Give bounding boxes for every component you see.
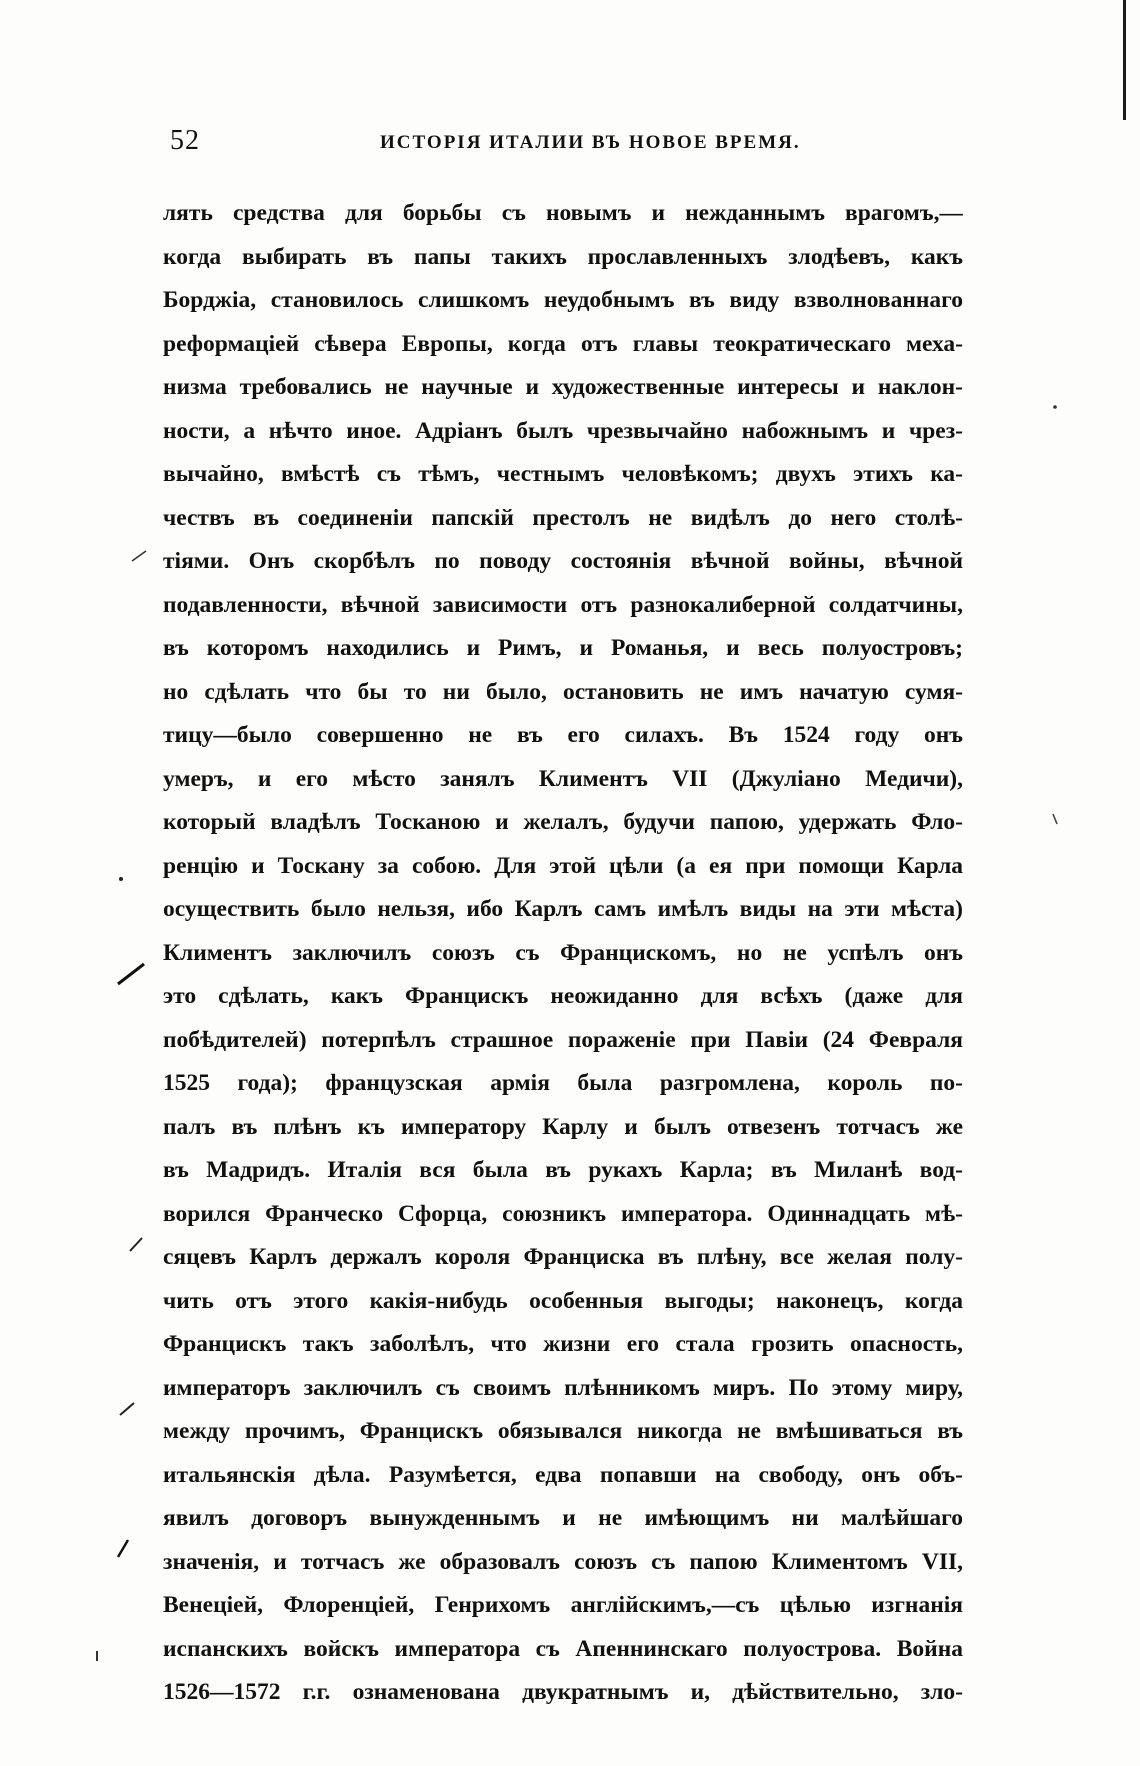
margin-pencil-mark [116, 1397, 138, 1419]
text-line: подавленности, вѣчной зависимости отъ разнокалиберной солдатчины, [163, 591, 963, 618]
margin-pencil-mark [1048, 812, 1062, 826]
page-header [170, 125, 970, 165]
margin-pencil-mark [92, 1650, 102, 1662]
margin-pencil-mark [116, 960, 146, 990]
text-line: 1526—1572 г.г. ознаменована двукратнымъ и, дѣйствительно, зло- [163, 1679, 963, 1705]
margin-pencil-mark [126, 1233, 148, 1255]
text-line: императоръ заключилъ съ своимъ плѣнникомъ миръ. По этому миру, [163, 1374, 963, 1401]
page-number: 52 [170, 125, 200, 156]
text-line: лять средства для борьбы съ новымъ и нежданнымъ врагомъ,— [163, 200, 963, 226]
text-line: въ Мадридъ. Италія вся была въ рукахъ Карла; въ Миланѣ вод- [163, 1157, 963, 1183]
text-line: осуществить было нельзя, ибо Карлъ самъ имѣлъ виды на эти мѣста) [163, 896, 963, 922]
text-line: между прочимъ, Францискъ обязывался никогда не вмѣшиваться въ [163, 1418, 963, 1444]
text-line: чествъ въ соединеніи папскій престолъ не видѣлъ до него столѣ- [163, 504, 963, 531]
text-line: Борджіа, становилось слишкомъ неудобнымъ въ виду взволнованнаго [163, 287, 963, 313]
text-line: Климентъ заключилъ союзъ съ Францискомъ, но не успѣлъ онъ [163, 939, 963, 966]
text-line: ворился Франческо Сфорца, союзникъ императора. Одиннадцать мѣ- [163, 1200, 963, 1227]
text-line: Францискъ такъ заболѣлъ, что жизни его стала грозить опасность, [163, 1331, 963, 1357]
text-line: испанскихъ войскъ императора съ Апеннинскаго полуострова. Война [163, 1635, 963, 1662]
text-line: итальянскія дѣла. Разумѣется, едва попавши на свободу, онъ объ- [163, 1461, 963, 1488]
text-line: сяцевъ Карлъ держалъ короля Франциска въ плѣну, все желая полу- [163, 1244, 963, 1270]
text-line: явилъ договоръ вынужденнымъ и не имѣющимъ ни малѣйшаго [163, 1505, 963, 1531]
text-line: чить отъ этого какія-нибудь особенныя выгоды; наконецъ, когда [163, 1287, 963, 1314]
text-line: реформаціей сѣвера Европы, когда отъ главы теократическаго меха- [163, 330, 963, 357]
text-line: вычайно, вмѣстѣ съ тѣмъ, честнымъ человѣкомъ; двухъ этихъ ка- [163, 461, 963, 487]
margin-pencil-mark [112, 1537, 134, 1559]
text-line: это сдѣлать, какъ Францискъ неожиданно для всѣхъ (даже для [163, 983, 963, 1009]
text-line: побѣдителей) потерпѣлъ страшное пораженіе при Павіи (24 Февраля [163, 1026, 963, 1053]
margin-pencil-mark [128, 545, 150, 567]
page-edge-line [1123, 0, 1126, 120]
margin-pencil-mark [110, 868, 132, 890]
text-line: 1525 года); французская армія была разгромлена, король по- [163, 1070, 963, 1096]
text-line: тицу—было совершенно не въ его силахъ. Въ 1524 году онъ [163, 722, 963, 748]
text-line: но сдѣлать что бы то ни было, остановить не имъ начатую сумя- [163, 678, 963, 705]
text-line: ренцію и Тоскану за собою. Для этой цѣли (а ея при помощи Карла [163, 852, 963, 879]
text-line: въ которомъ находились и Римъ, и Романья, и весь полуостровъ; [163, 635, 963, 661]
text-line: когда выбирать въ папы такихъ прославленныхъ злодѣевъ, какъ [163, 243, 963, 270]
text-line: Венеціей, Флоренціей, Генрихомъ англійскимъ,—съ цѣлью изгнанія [163, 1592, 963, 1618]
text-line: низма требовались не научные и художественные интересы и наклон- [163, 374, 963, 400]
text-line: ности, а нѣчто иное. Адріанъ былъ чрезвычайно набожнымъ и чрез- [163, 417, 963, 444]
body-text [163, 192, 963, 1715]
text-line: умеръ, и его мѣсто занялъ Климентъ VII (Джуліано Медичи), [163, 765, 963, 792]
running-title: ИСТОРІЯ ИТАЛИИ ВЪ НОВОЕ ВРЕМЯ. [380, 132, 801, 153]
margin-pencil-mark [1050, 402, 1060, 412]
text-line: палъ въ плѣнъ къ императору Карлу и былъ отвезенъ тотчасъ же [163, 1113, 963, 1140]
text-line: который владѣлъ Тосканою и желалъ, будучи папою, удержать Фло- [163, 809, 963, 835]
text-line: значенія, и тотчасъ же образовалъ союзъ съ папою Климентомъ VII, [163, 1548, 963, 1575]
text-line: тіями. Онъ скорбѣлъ по поводу состоянія вѣчной войны, вѣчной [163, 548, 963, 574]
